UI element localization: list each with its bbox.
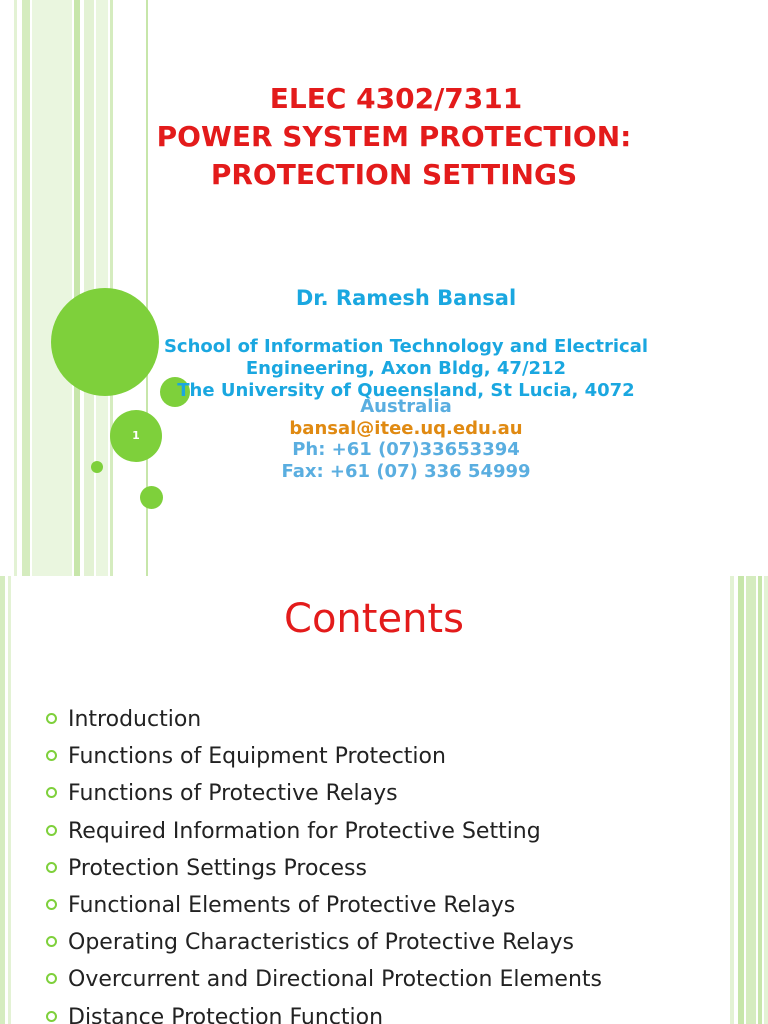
email-address: bansal@itee.uq.edu.au [289,418,523,439]
bullet-circle-icon [46,713,57,724]
list-item: Distance Protection Function [46,1000,602,1024]
bullet-circle-icon [46,750,57,761]
slide-title-line-2: POWER SYSTEM PROTECTION: [156,120,632,153]
slide-title-line-3: PROTECTION SETTINGS [210,158,578,191]
list-item: Required Information for Protective Setting [46,814,602,851]
list-item: Functions of Protective Relays [46,776,602,813]
bullet-circle-icon [46,899,57,910]
affiliation-line: School of Information Technology and Electrical [163,336,649,357]
bullet-circle-icon [46,825,57,836]
bullet-circle-icon [46,936,57,947]
fax-number: Fax: +61 (07) 336 54999 [281,461,531,482]
author-name: Dr. Ramesh Bansal [295,286,517,310]
page-number: 1 [132,429,140,442]
affiliation-country: Australia [360,396,452,417]
list-item: Functions of Equipment Protection [46,739,602,776]
decorative-stripe [758,576,762,1024]
bullet-circle-icon [46,973,57,984]
decorative-stripe [764,576,768,1024]
bullet-circle-icon [46,1011,57,1022]
affiliation-line: The University of Queensland, St Lucia, 4072 [177,380,635,401]
phone-number: Ph: +61 (07)33653394 [292,439,520,460]
bullet-circle-icon [46,787,57,798]
decorative-circle [140,486,163,509]
list-item: Functional Elements of Protective Relays [46,888,602,925]
list-item: Introduction [46,702,602,739]
list-item: Overcurrent and Directional Protection Elements [46,962,602,999]
course-code: ELEC 4302/7311 [269,82,523,115]
contents-slide [0,576,768,1024]
affiliation-line: Engineering, Axon Bldg, 47/212 [245,358,567,379]
list-item: Operating Characteristics of Protective Relays [46,925,602,962]
contents-list [46,702,602,1024]
list-item: Protection Settings Process [46,851,602,888]
contents-title: Contents [284,596,464,642]
bullet-circle-icon [46,862,57,873]
